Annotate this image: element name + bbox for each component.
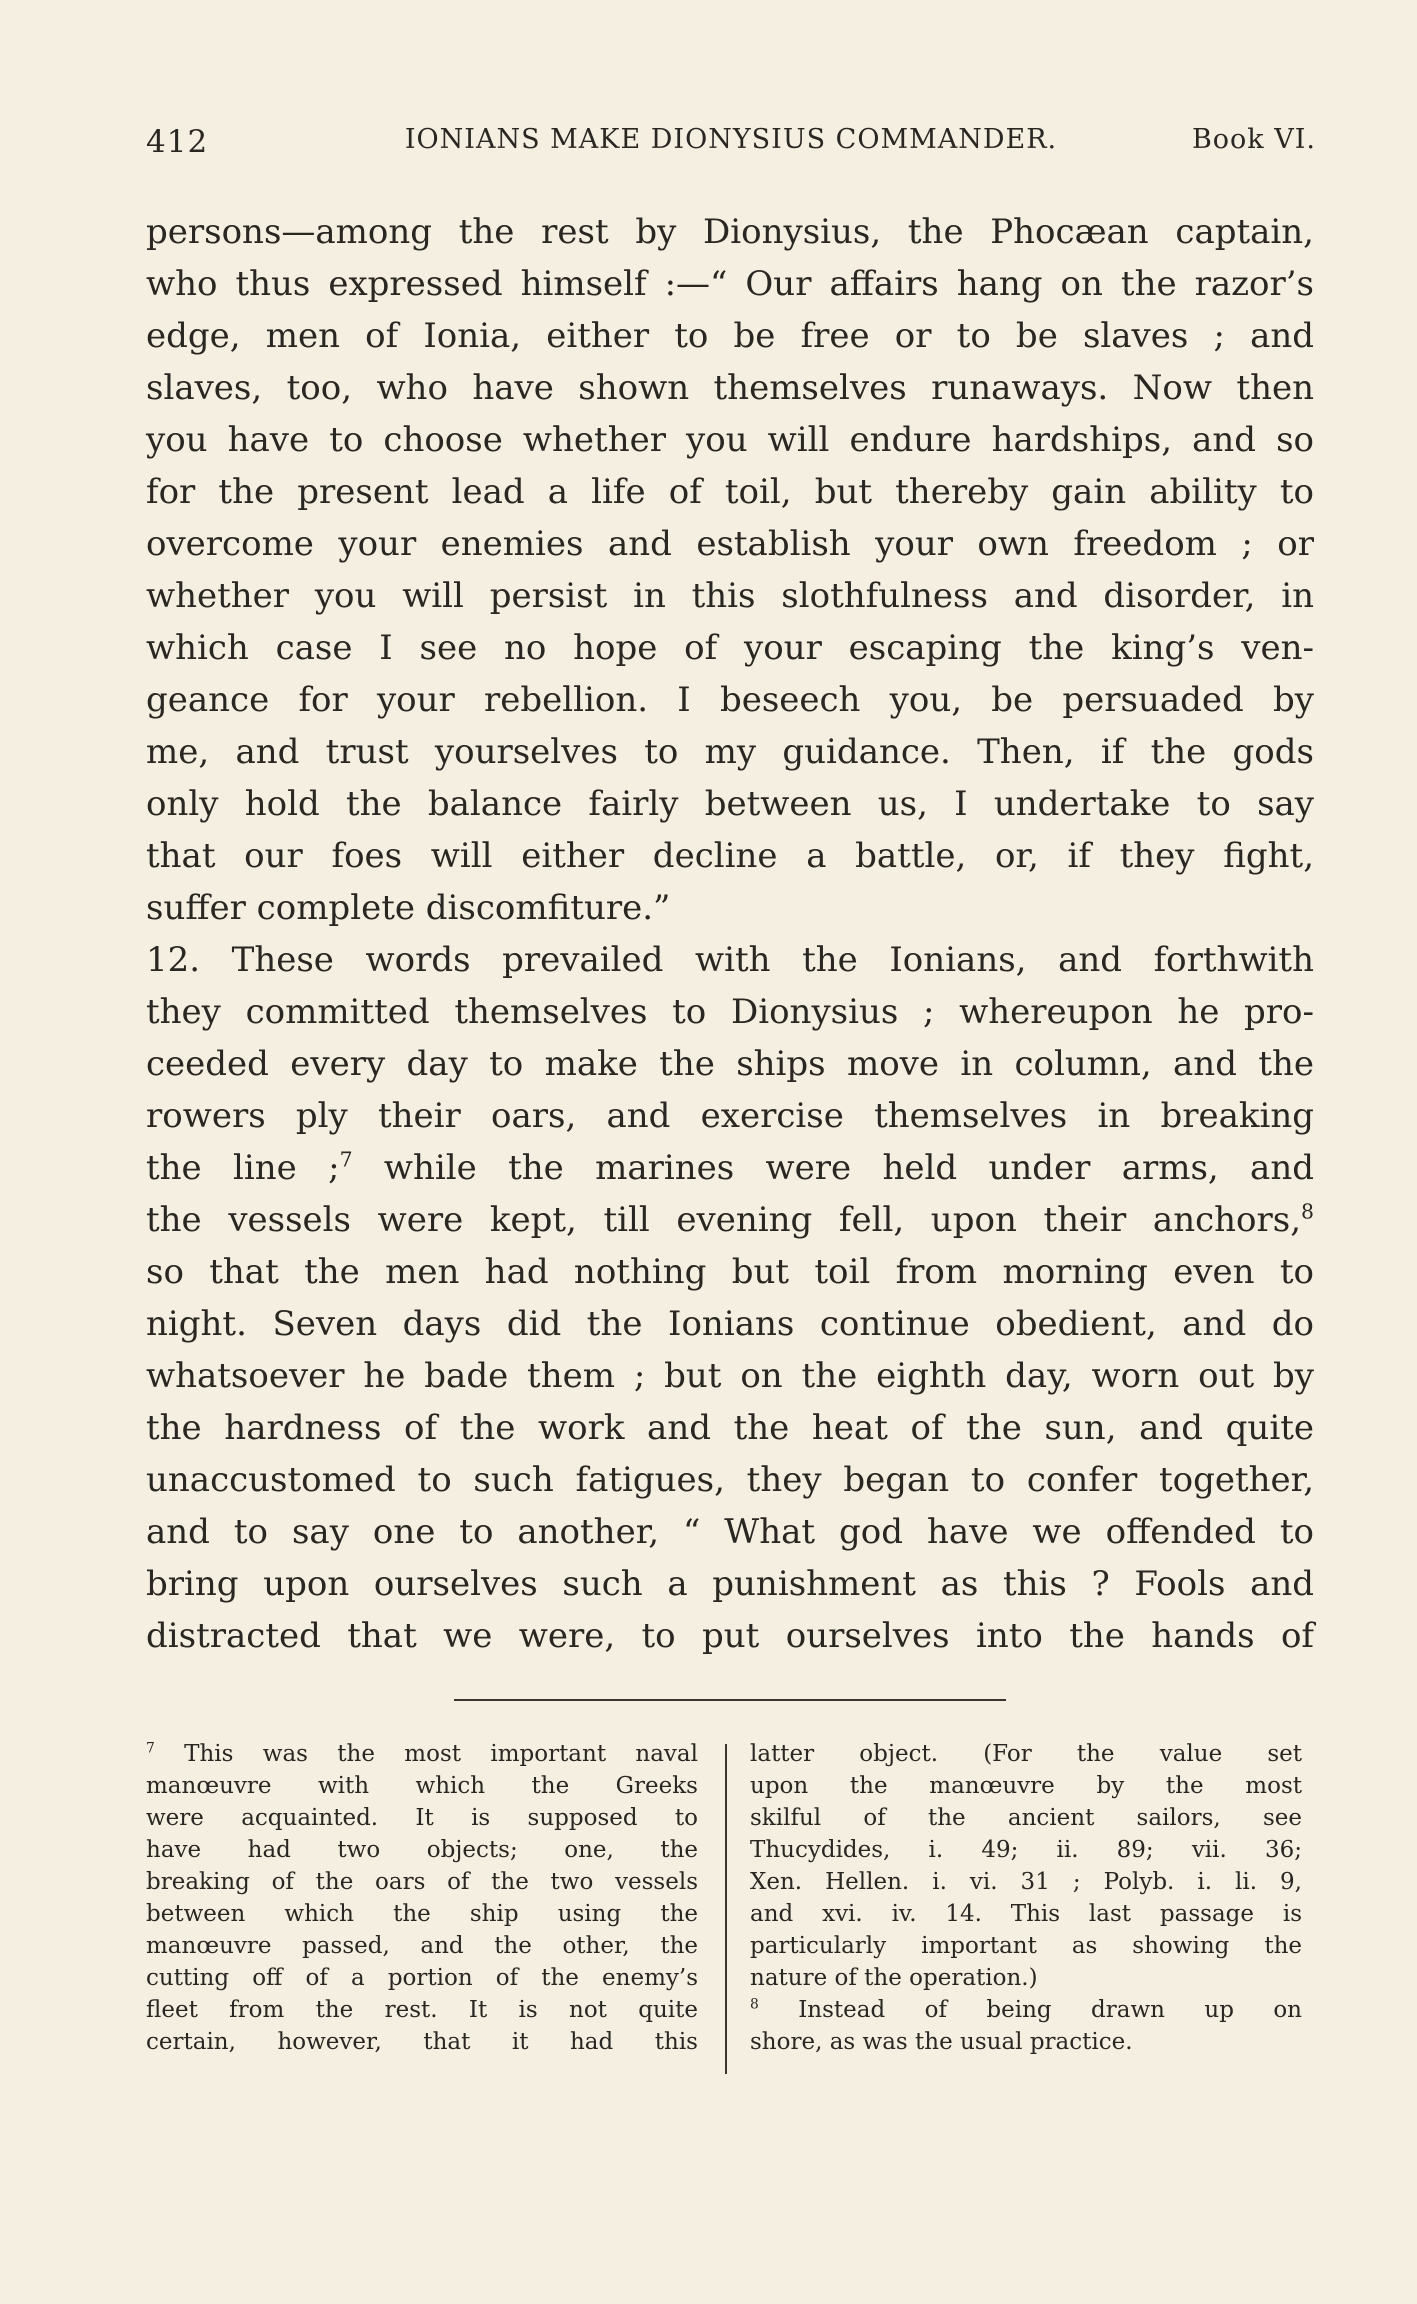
text-line: only hold the balance fairly between us, I undertake to say [146, 784, 1314, 824]
footnote-line: Xen. Hellen. i. vi. 31 ; Polyb. i. li. 9, [750, 1869, 1302, 1895]
text-line-with-note [146, 1142, 1314, 1194]
text-line: unaccustomed to such fatigues, they began to confer together, [146, 1460, 1314, 1500]
footnote-line [750, 1994, 1302, 2026]
footnote-ref-8[interactable]: 8 [1301, 1199, 1314, 1224]
footnote-line: and xvi. iv. 14. This last passage is [750, 1901, 1302, 1927]
text-line: which case I see no hope of your escaping the king’s ven- [146, 628, 1314, 668]
footnote-line: manœuvre passed, and the other, the [146, 1933, 698, 1959]
text-line: whatsoever he bade them ; but on the eighth day, worn out by [146, 1356, 1314, 1396]
text-line: so that the men had nothing but toil from morning even to [146, 1252, 1314, 1292]
text-line: who thus expressed himself :—“ Our affairs hang on the razor’s [146, 264, 1314, 304]
footnote-line: breaking of the oars of the two vessels [146, 1869, 698, 1895]
text-line: overcome your enemies and establish your own freedom ; or [146, 524, 1314, 564]
footnote-ref-7[interactable]: 7 [339, 1147, 353, 1172]
text-line: bring upon ourselves such a punishment as this ? Fools and [146, 1564, 1314, 1604]
text-line: you have to choose whether you will endure hardships, and so [146, 420, 1314, 460]
footnote-line: certain, however, that it had this [146, 2029, 698, 2055]
text-fragment: the line ; [146, 1148, 340, 1188]
footnote-line: upon the manœuvre by the most [750, 1773, 1302, 1799]
footnote-line [146, 1738, 698, 1770]
footnote-mark-8: 8 [750, 1996, 759, 2013]
footnote-line: between which the ship using the [146, 1901, 698, 1927]
running-title: IONIANS MAKE DIONYSIUS COMMANDER. [404, 124, 1058, 155]
text-line: slaves, too, who have shown themselves runaways. Now then [146, 368, 1314, 408]
text-line: me, and trust yourselves to my guidance. Then, if the gods [146, 732, 1314, 772]
footnote-mark-7: 7 [146, 1740, 155, 1757]
text-line: edge, men of Ionia, either to be free or to be slaves ; and [146, 316, 1314, 356]
footnote-column-right [750, 1738, 1302, 2058]
footnote-text: Instead of being drawn up on [798, 1997, 1302, 2023]
book-label: Book VI. [1191, 124, 1316, 155]
text-line: ceeded every day to make the ships move in column, and the [146, 1044, 1314, 1084]
footnote-line: cutting off of a portion of the enemy’s [146, 1965, 698, 1991]
text-line: persons—among the rest by Dionysius, the Phocæan captain, [146, 212, 1314, 252]
footnote-line: Thucydides, i. 49; ii. 89; vii. 36; [750, 1837, 1302, 1863]
text-line: and to say one to another, “ What god have we offended to [146, 1512, 1314, 1552]
footnote-line: have had two objects; one, the [146, 1837, 698, 1863]
text-line: suffer complete discomfiture.” [146, 888, 671, 928]
main-text [146, 206, 1314, 1662]
text-line: geance for your rebellion. I beseech you, be persuaded by [146, 680, 1314, 720]
page-number: 412 [146, 124, 209, 160]
footnote-line: shore, as was the usual practice. [750, 2029, 1133, 2055]
text-line: that our foes will either decline a battle, or, if they fight, [146, 836, 1314, 876]
text-line-with-note [146, 1194, 1314, 1246]
footnote-column-left [146, 1738, 698, 2058]
footnotes [146, 1738, 1316, 2078]
column-divider [725, 1744, 727, 2074]
text-fragment: the vessels were kept, till evening fell, upon their anchors, [146, 1200, 1302, 1240]
footnote-line: particularly important as showing the [750, 1933, 1302, 1959]
text-line: whether you will persist in this slothfulness and disorder, in [146, 576, 1314, 616]
footnote-line: manœuvre with which the Greeks [146, 1773, 698, 1799]
footnote-line: nature of the operation.) [750, 1965, 1038, 1991]
footnote-text: This was the most important naval [184, 1741, 698, 1767]
text-fragment: while the marines were held under arms, and [383, 1148, 1314, 1188]
text-line: for the present lead a life of toil, but thereby gain ability to [146, 472, 1314, 512]
footnote-line: fleet from the rest. It is not quite [146, 1997, 698, 2023]
footnote-line: skilful of the ancient sailors, see [750, 1805, 1302, 1831]
footnote-line: latter object. (For the value set [750, 1741, 1302, 1767]
running-header [146, 118, 1316, 164]
text-line: 12. These words prevailed with the Ionians, and forthwith [146, 940, 1314, 980]
text-line: they committed themselves to Dionysius ; whereupon he pro- [146, 992, 1314, 1032]
footnote-rule [454, 1699, 1006, 1701]
footnote-line: were acquainted. It is supposed to [146, 1805, 698, 1831]
text-line: the hardness of the work and the heat of the sun, and quite [146, 1408, 1314, 1448]
text-line: night. Seven days did the Ionians continue obedient, and do [146, 1304, 1314, 1344]
text-line: distracted that we were, to put ourselves into the hands of [146, 1616, 1314, 1656]
text-line: rowers ply their oars, and exercise themselves in breaking [146, 1096, 1314, 1136]
